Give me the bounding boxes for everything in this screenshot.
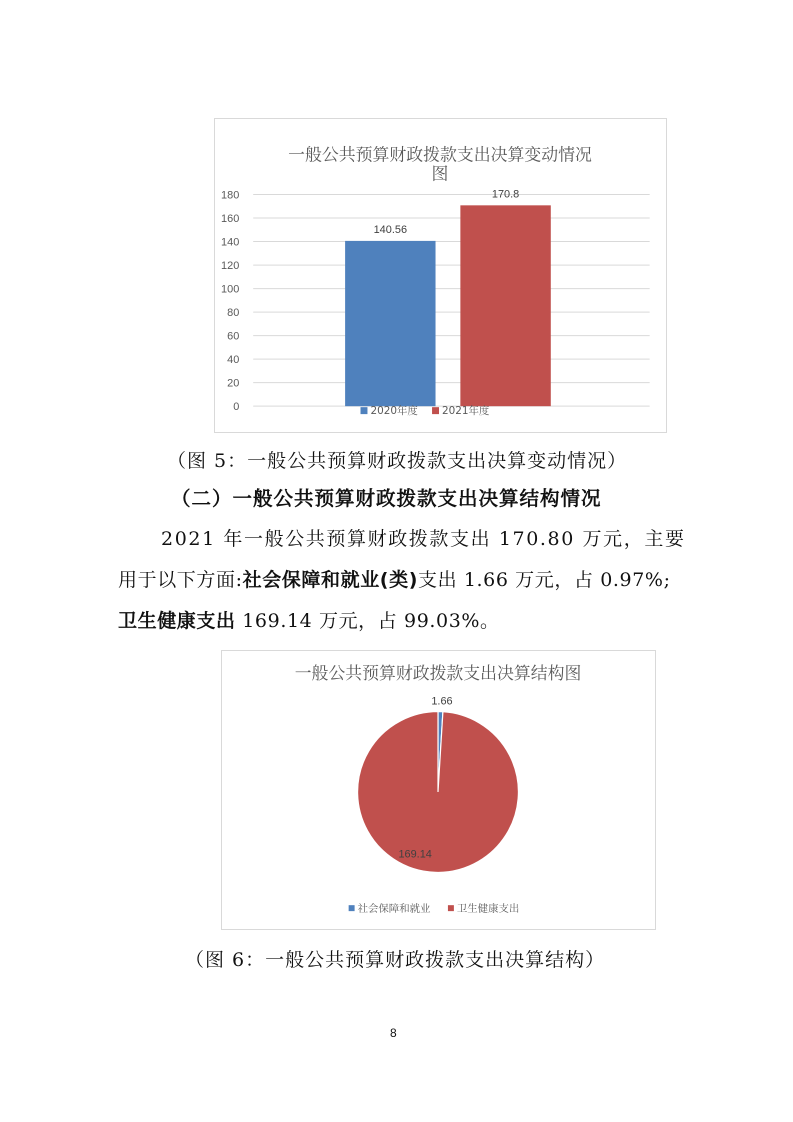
y-tick-label: 140 <box>221 236 240 249</box>
paragraph-line-2-pre: 用于以下方面: <box>118 569 243 591</box>
bar-value-label: 170.8 <box>491 188 520 201</box>
paragraph-line-1: 2021 年一般公共预算财政拨款支出 170.80 万元，主要 <box>161 528 686 550</box>
y-tick-label: 20 <box>227 377 240 390</box>
legend-label: 2020年度 <box>370 405 418 418</box>
pie-chart-title: 一般公共预算财政拨款支出决算结构图 <box>294 662 582 683</box>
pie-value-label: 169.14 <box>398 848 432 861</box>
y-tick-label: 160 <box>221 213 240 226</box>
bar-2021年度 <box>460 205 550 406</box>
legend-swatch <box>361 407 368 414</box>
y-tick-label: 180 <box>221 189 240 202</box>
legend-label: 卫生健康支出 <box>456 903 520 916</box>
y-tick-label: 120 <box>221 260 240 273</box>
legend-swatch <box>448 905 454 911</box>
y-tick-label: 0 <box>233 401 240 414</box>
category-social-security: 社会保障和就业(类) <box>242 569 418 591</box>
y-tick-label: 100 <box>221 283 240 296</box>
bar-value-label: 140.56 <box>373 223 408 236</box>
legend-label: 社会保障和就业 <box>357 903 431 916</box>
paragraph-line-3 <box>118 606 500 633</box>
y-tick-label: 60 <box>227 330 240 343</box>
pie-chart-svg <box>222 651 655 929</box>
pie-chart <box>221 650 656 930</box>
bar-chart-title: 一般公共预算财政拨款支出决算变动情况 <box>288 144 592 165</box>
y-tick-label: 40 <box>227 354 240 367</box>
bar-chart-svg <box>215 119 666 432</box>
page-number: 8 <box>390 1026 397 1040</box>
legend-swatch <box>349 905 355 911</box>
paragraph-line-2-post: 支出 1.66 万元，占 0.97%; <box>417 569 671 591</box>
paragraph-line-3-post: 169.14 万元，占 99.03%。 <box>235 610 500 632</box>
pie-slice-卫生健康支出 <box>358 712 519 873</box>
legend-label: 2021年度 <box>441 405 490 418</box>
bar-2020年度 <box>345 241 435 406</box>
category-health: 卫生健康支出 <box>118 610 236 632</box>
y-tick-label: 80 <box>227 307 240 320</box>
section-heading: （二）一般公共预算财政拨款支出决算结构情况 <box>171 487 602 510</box>
bar-chart <box>214 118 667 433</box>
bar-chart-title-line2: 图 <box>431 163 449 184</box>
figure-6-caption: （图 6：一般公共预算财政拨款支出决算结构） <box>185 949 606 971</box>
pie-value-label: 1.66 <box>431 695 453 708</box>
figure-5-caption: （图 5：一般公共预算财政拨款支出决算变动情况） <box>167 450 628 472</box>
paragraph-line-2 <box>118 565 671 592</box>
legend-swatch <box>432 407 439 414</box>
